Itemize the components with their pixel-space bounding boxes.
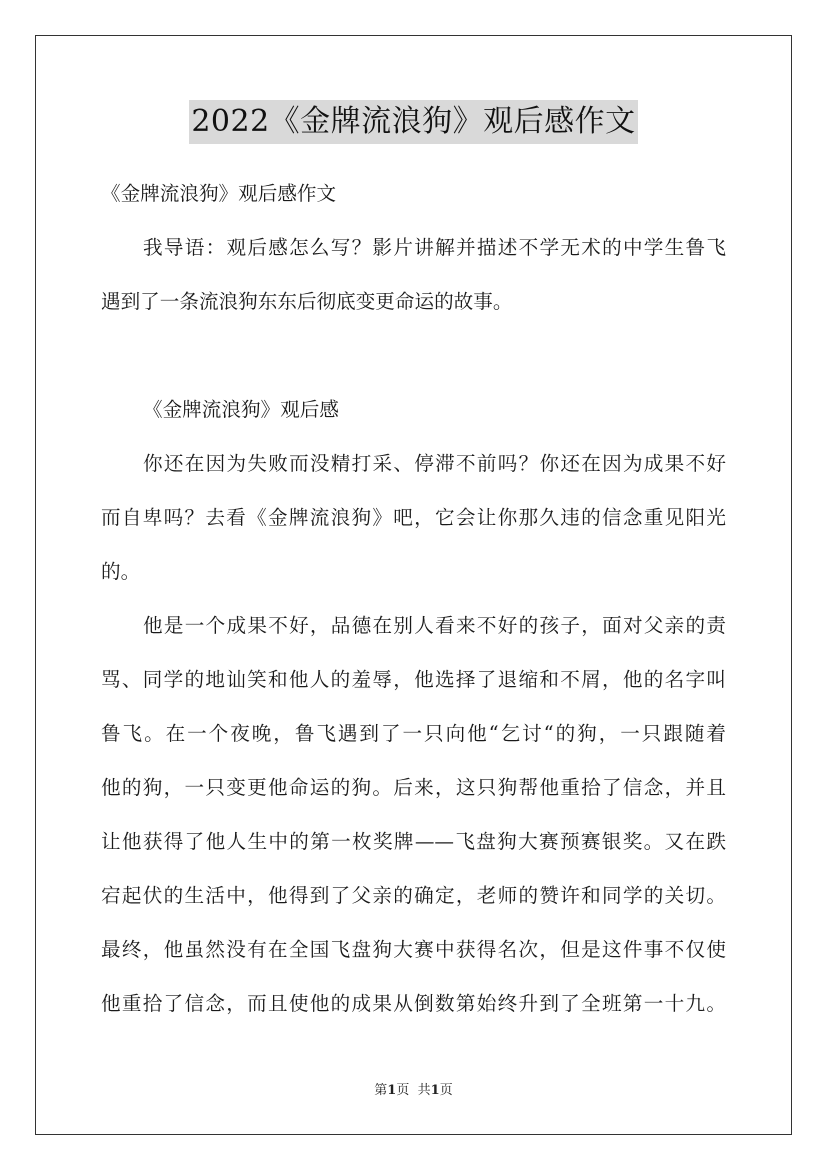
title-block xyxy=(0,100,827,144)
paragraph1-line-3: 的。 xyxy=(101,560,141,583)
paragraph2-line-4: 他的狗，一只变更他命运的狗。后来，这只狗帮他重拾了信念，并且 xyxy=(101,776,726,799)
total-pages: 1 xyxy=(430,1083,440,1098)
total-suffix: 页 xyxy=(439,1083,453,1098)
document-heading: 《金牌流浪狗》观后感作文 xyxy=(101,182,337,205)
paragraph2-line-3: 鲁飞。在一个夜晚，鲁飞遇到了一只向他“乞讨“的狗，一只跟随着 xyxy=(101,722,726,745)
paragraph2-line-5: 让他获得了他人生中的第一枚奖牌——飞盘狗大赛预赛银奖。又在跌 xyxy=(101,830,726,853)
subheading: 《金牌流浪狗》观后感 xyxy=(143,398,339,421)
intro-line-1: 我导语：观后感怎么写？影片讲解并描述不学无术的中学生鲁飞 xyxy=(143,236,726,259)
page-number: 1 xyxy=(387,1083,397,1098)
paragraph2-line-6: 宕起伏的生活中，他得到了父亲的确定，老师的赞许和同学的关切。 xyxy=(101,884,726,907)
total-prefix: 共 xyxy=(417,1083,431,1098)
paragraph2-line-7: 最终，他虽然没有在全国飞盘狗大赛中获得名次，但是这件事不仅使 xyxy=(101,938,726,961)
intro-line-2: 遇到了一条流浪狗东东后彻底变更命运的故事。 xyxy=(101,290,513,313)
page-footer xyxy=(0,1082,827,1100)
paragraph1-line-1: 你还在因为失败而没精打采、停滞不前吗？你还在因为成果不好 xyxy=(143,452,726,475)
paragraph2-line-8: 他重拾了信念，而且使他的成果从倒数第始终升到了全班第一十九。 xyxy=(101,992,726,1015)
paragraph1-line-2: 而自卑吗？去看《金牌流浪狗》吧，它会让你那久违的信念重见阳光 xyxy=(101,506,726,529)
document-title: 2022《金牌流浪狗》观后感作文 xyxy=(189,100,637,144)
paragraph2-line-2: 骂、同学的地讪笑和他人的羞辱，他选择了退缩和不屑，他的名字叫 xyxy=(101,668,726,691)
page-prefix: 第 xyxy=(374,1083,388,1098)
page-suffix: 页 xyxy=(396,1083,410,1098)
paragraph2-line-1: 他是一个成果不好，品德在别人看来不好的孩子，面对父亲的责 xyxy=(143,614,726,637)
